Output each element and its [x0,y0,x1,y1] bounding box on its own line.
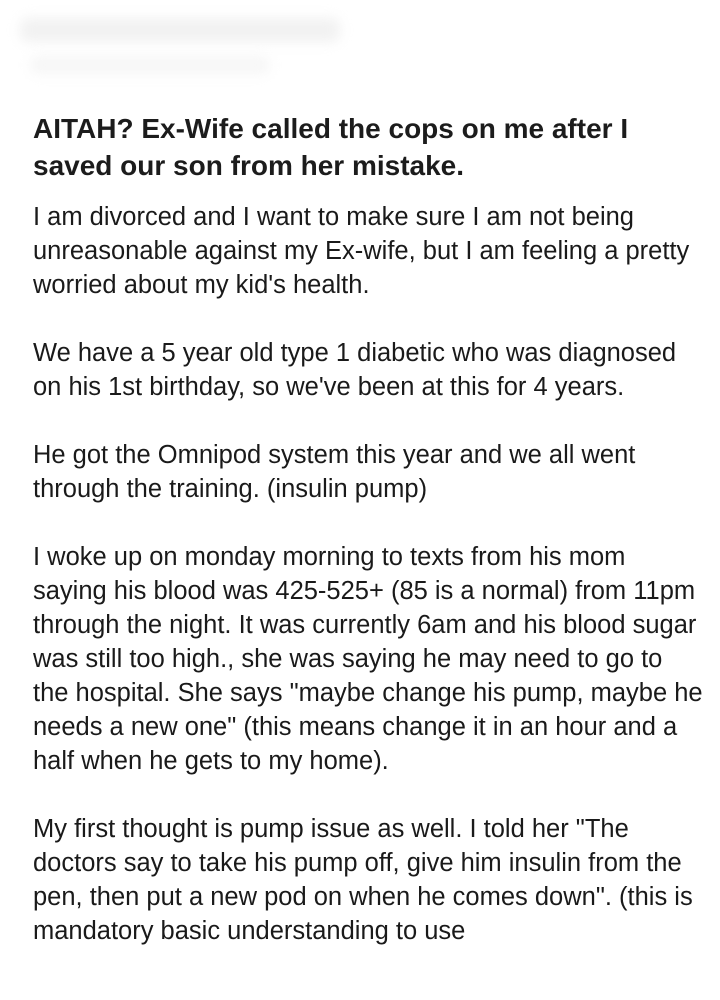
blurred-metadata [30,56,270,74]
post-paragraph-1: I am divorced and I want to make sure I am not being unreasonable against my Ex-wife, but I am feeling a pretty worried about my kid's health. [33,203,697,299]
blurred-header [0,0,720,100]
bottom-edge [0,986,720,1000]
post-title: AITAH? Ex-Wife called the cops on me after I saved our son from her mistake. [33,113,629,181]
post-paragraph-3: He got the Omnipod system this year and we all went through the training. (insulin pump) [33,441,643,503]
post-paragraph-5: My first thought is pump issue as well. I told her "The doctors say to take his pump off, give him insulin from the pen, then put a new pod on when he comes down". (this is mandatory basic understanding to use [33,815,700,945]
post-paragraph-4: I woke up on monday morning to texts from his mom saying his blood was 425-525+ (85 is a normal) from 11pm through the night. It was currently 6am and his blood sugar was still too high., she was saying he may need to go to the hospital. She says "maybe change his pump, maybe he needs a new one" (this means change it in an hour and a half when he gets to my home). [33,543,710,775]
post-paragraph-2: We have a 5 year old type 1 diabetic who was diagnosed on his 1st birthday, so we've been at this for 4 years. [33,339,684,401]
blurred-username [20,18,340,42]
post-body [33,110,710,982]
